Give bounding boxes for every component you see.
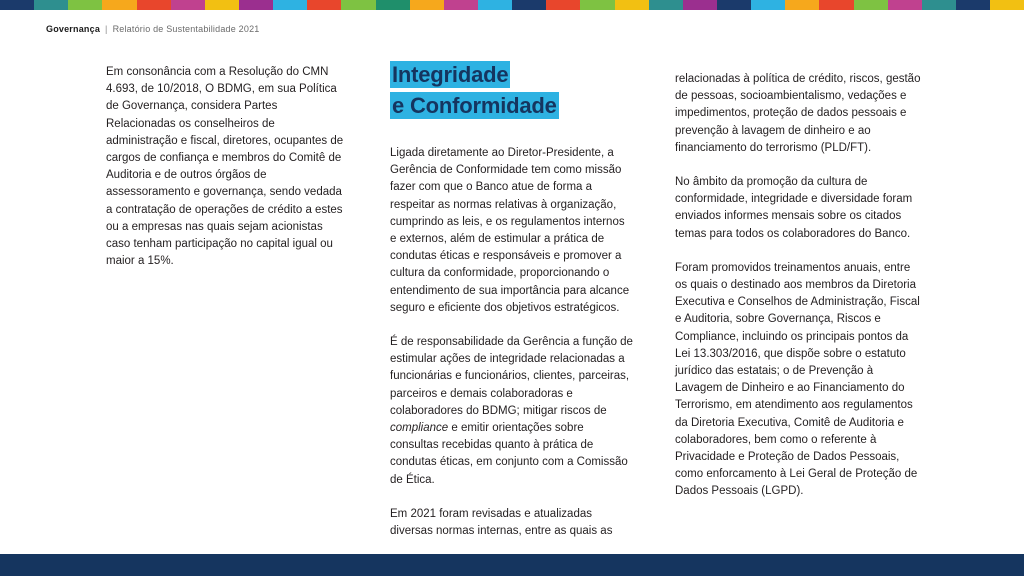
paragraph-compliance	[390, 334, 633, 489]
paragraph-compliance-pre: É de responsabilidade da Gerência a função de estimular ações de integridade relacionadas a funcionárias e funcionários, clientes, parceiras, parceiros e demais colaboradoras e colaboradores do BDMG; mitigar riscos de	[390, 336, 633, 417]
stripe-segment-12	[410, 0, 444, 10]
stripe-segment-23	[785, 0, 819, 10]
stripe-segment-14	[478, 0, 512, 10]
stripe-segment-19	[649, 0, 683, 10]
stripe-segment-22	[751, 0, 785, 10]
heading-line-2: e Conformidade	[392, 93, 557, 118]
stripe-segment-17	[580, 0, 614, 10]
heading-line-1: Integridade	[392, 62, 509, 87]
header-separator: |	[105, 24, 108, 34]
stripe-segment-21	[717, 0, 751, 10]
decorative-color-stripe	[0, 0, 1024, 10]
stripe-segment-9	[307, 0, 341, 10]
stripe-segment-13	[444, 0, 478, 10]
stripe-segment-11	[376, 0, 410, 10]
stripe-segment-27	[922, 0, 956, 10]
stripe-segment-3	[102, 0, 136, 10]
stripe-segment-28	[956, 0, 990, 10]
stripe-segment-18	[615, 0, 649, 10]
stripe-segment-0	[0, 0, 34, 10]
paragraph-compliance-post: e emitir orientações sobre consultas recebidas quanto à prática de condutas éticas, em conjunto com a Comissão de Ética.	[390, 422, 628, 486]
paragraph-compliance-italic: compliance	[390, 422, 449, 435]
paragraph: No âmbito da promoção da cultura de conformidade, integridade e diversidade foram enviados informes mensais sobre os citados temas para todos os colaboradores do Banco.	[675, 176, 913, 240]
header-section-label: Governança	[46, 24, 101, 34]
paragraph: relacionadas à política de crédito, riscos, gestão de pessoas, socioambientalismo, vedações e impedimentos, proteção de dados pessoais e prevenção à lavagem de dinheiro e ao financiamento do terrorismo (PLD/FT).	[675, 73, 921, 154]
stripe-segment-5	[171, 0, 205, 10]
stripe-segment-29	[990, 0, 1024, 10]
text-column-3	[675, 71, 923, 501]
stripe-segment-4	[137, 0, 171, 10]
stripe-segment-24	[819, 0, 853, 10]
stripe-segment-16	[546, 0, 580, 10]
stripe-segment-10	[341, 0, 375, 10]
paragraph: Ligada diretamente ao Diretor-Presidente, a Gerência de Conformidade tem como missão fazer com que o Banco atue de forma a respeitar as normas relativas à organização, cumprindo as leis, e os regulamentos internos e externos, além de estimular a prática de condutas éticas e responsáveis e promover a cultura da conformidade, proporcionando o entendimento de sua importância para alcance seguro e eficiente dos objetivos estratégicos.	[390, 147, 630, 314]
stripe-segment-8	[273, 0, 307, 10]
header-document-label: Relatório de Sustentabilidade 2021	[112, 24, 260, 34]
stripe-segment-6	[205, 0, 239, 10]
stripe-segment-26	[888, 0, 922, 10]
page-header	[46, 24, 259, 34]
footer-bar	[0, 554, 1024, 576]
stripe-segment-15	[512, 0, 546, 10]
text-column-1	[106, 64, 349, 270]
section-heading	[390, 62, 633, 123]
paragraph: Em consonância com a Resolução do CMN 4.693, de 10/2018, O BDMG, em sua Política de Governança, considera Partes Relacionadas os conselheiros de administração e fiscal, diretores, ocupantes de cargos de confiança e membros do Comitê de Auditoria e de outros órgãos de assessoramento e governança, sendo vedada a contratação de operações de crédito a estes ou a empresas nas quais sejam acionistas caso tenham participação no capital igual ou maior a 15%.	[106, 66, 344, 268]
stripe-segment-7	[239, 0, 273, 10]
stripe-segment-20	[683, 0, 717, 10]
stripe-segment-1	[34, 0, 68, 10]
paragraph: Em 2021 foram revisadas e atualizadas diversas normas internas, entre as quais as	[390, 507, 613, 538]
stripe-segment-2	[68, 0, 102, 10]
paragraph: Foram promovidos treinamentos anuais, entre os quais o destinado aos membros da Diretoria Executiva e Conselhos de Administração, Fiscal e Auditoria, sobre Governança, Riscos e Compliance, incluindo os principais pontos da Lei 13.303/2016, que dispõe sobre o estatuto jurídico das estatais; o de Prevenção à Lavagem de Dinheiro e ao Financiamento do Terrorismo, em atendimento aos regulamentos da Diretoria Executiva, Comitê de Auditoria e colaboradores, bem como o referente à Privacidade e Proteção de Dados Pessoais, como enforcamento à Lei Geral de Proteção de Dados Pessoais (LGPD).	[675, 261, 920, 498]
text-column-2	[390, 62, 633, 540]
stripe-segment-25	[854, 0, 888, 10]
